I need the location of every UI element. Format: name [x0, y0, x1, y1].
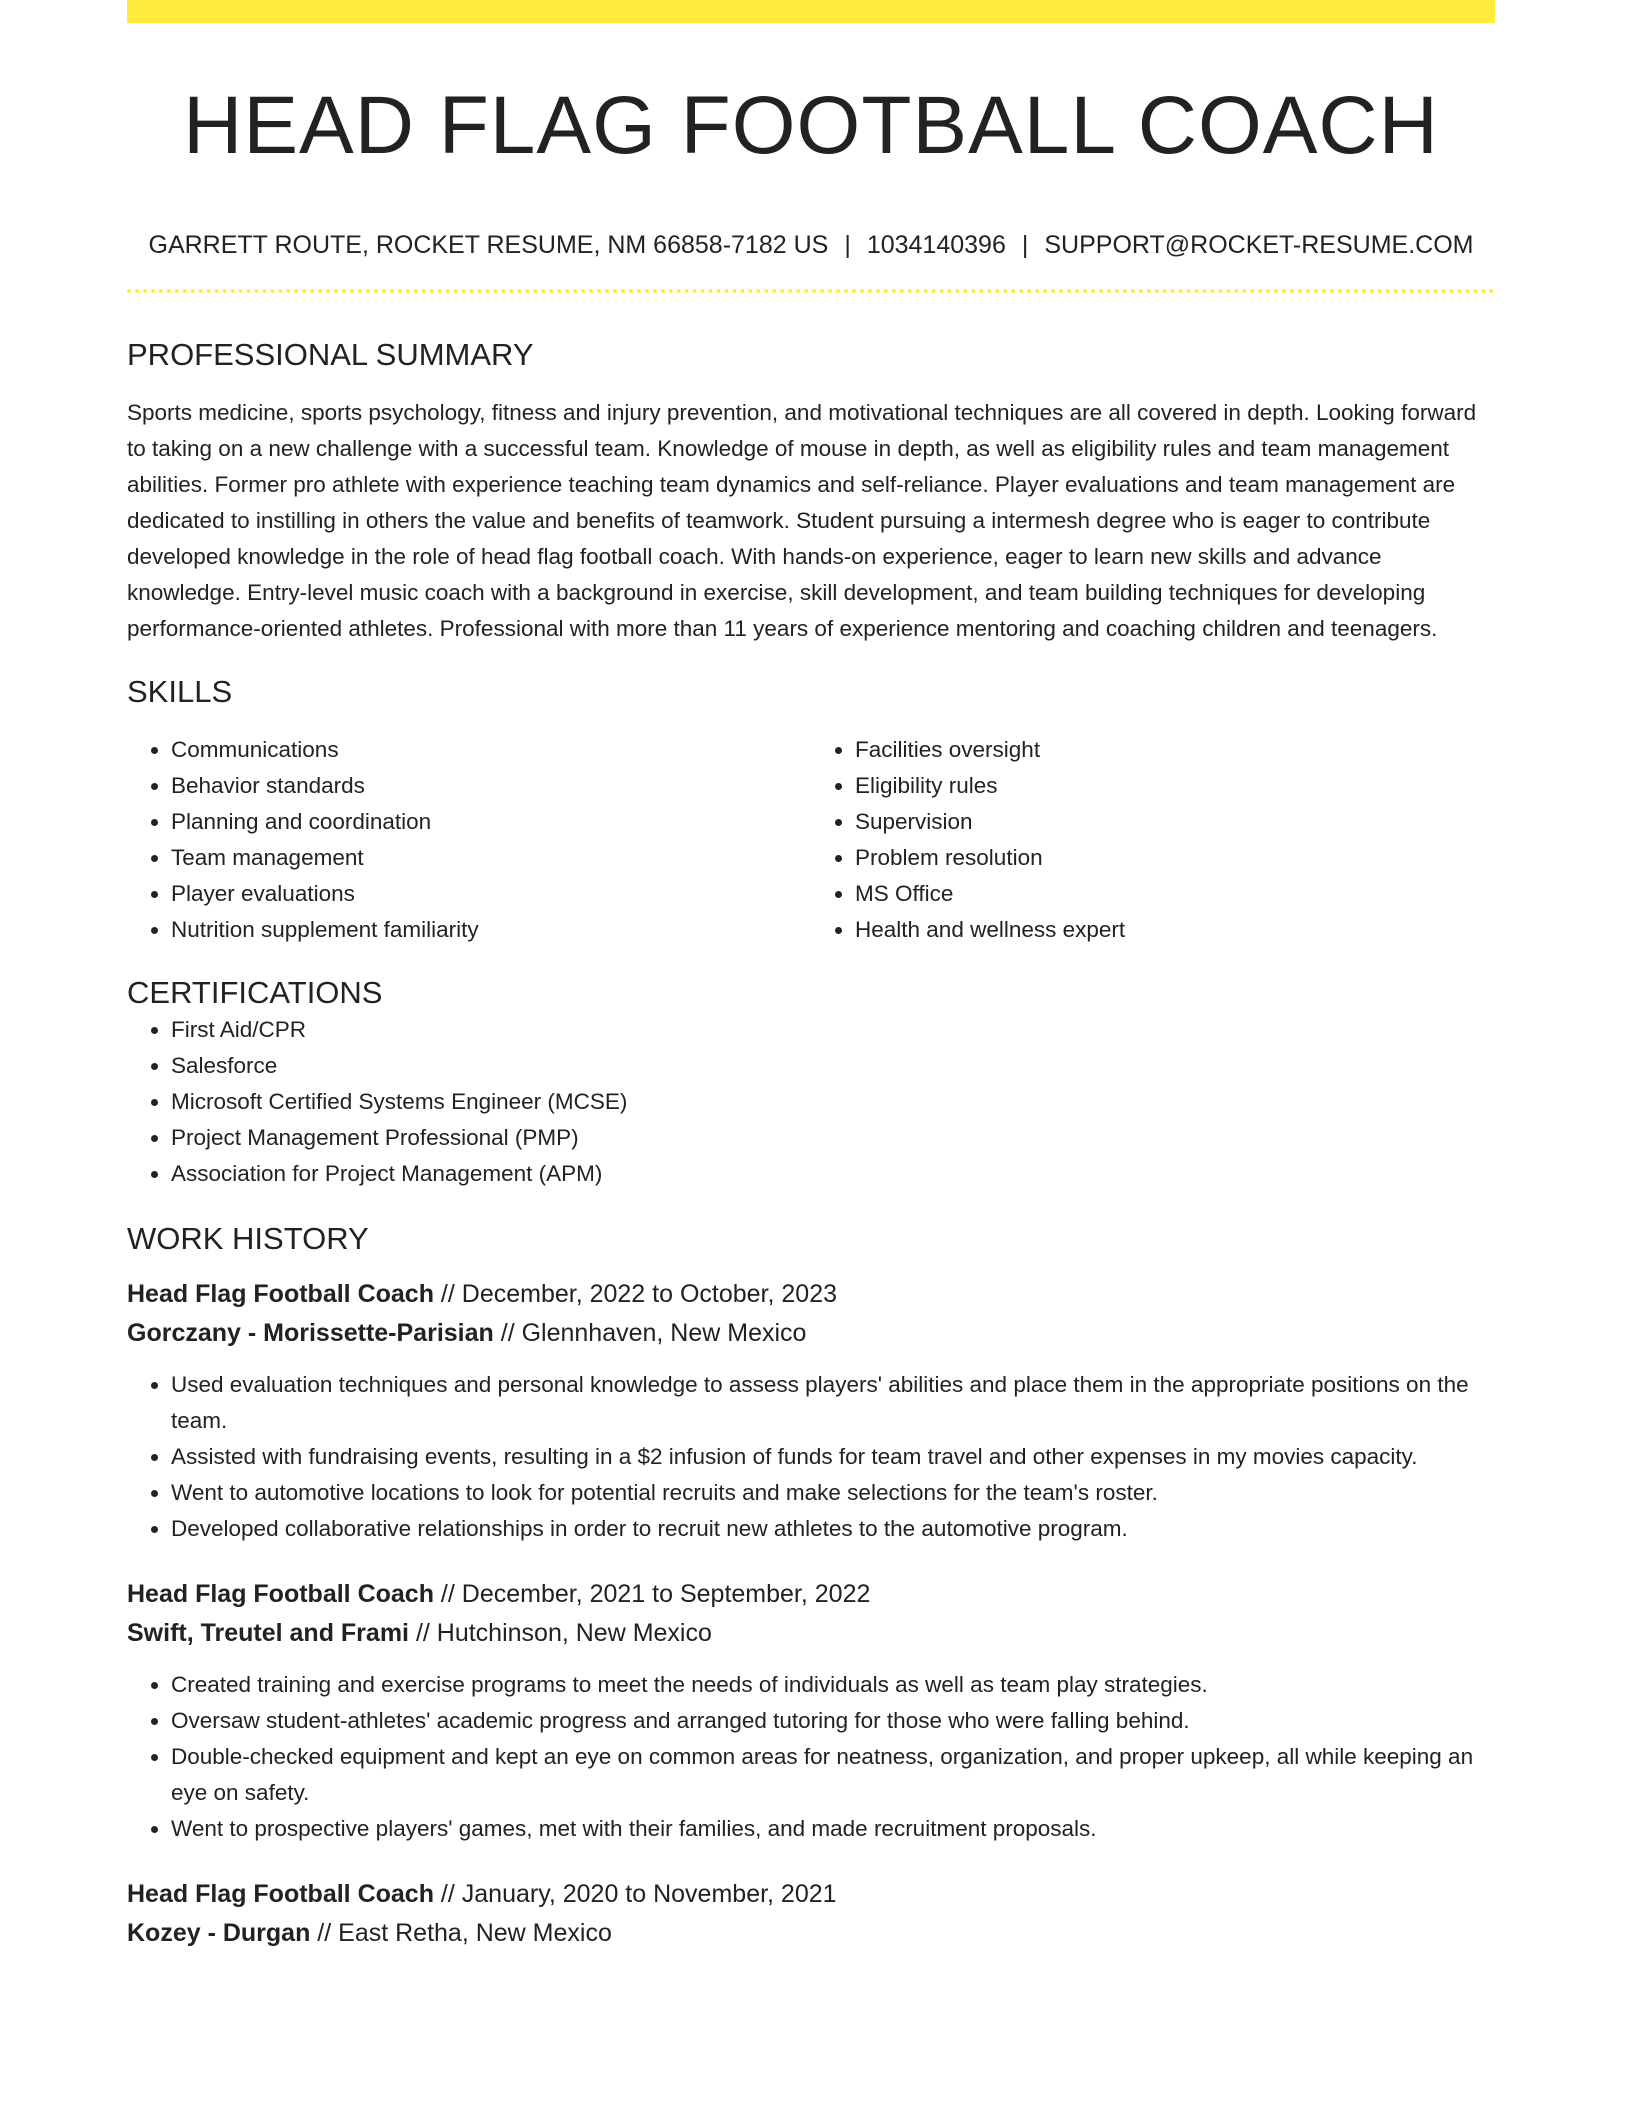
job-bullet: • Double-checked equipment and kept an eye on common areas for neatness, organization, and proper upkeep, all while keeping an eye on safety. — [171, 1739, 1495, 1811]
skills-columns — [127, 732, 1495, 948]
contact-line — [127, 230, 1495, 260]
skills-right-list — [811, 732, 1495, 948]
contact-phone: 1034140396 — [866, 231, 1006, 259]
skill-item: • Communications — [171, 732, 811, 768]
job-role: Head Flag Football Coach — [127, 1579, 434, 1608]
certification-item: • First Aid/CPR — [171, 1012, 1495, 1048]
job-dates: // December, 2022 to October, 2023 — [433, 1279, 838, 1308]
certification-item: • Association for Project Management (APM) — [171, 1156, 1495, 1192]
job-bullet: • Assisted with fundraising events, resulting in a $2 infusion of funds for team travel and other expenses in my movies capacity. — [171, 1439, 1495, 1475]
job-role: Head Flag Football Coach — [127, 1879, 434, 1908]
job-bullets — [127, 1367, 1495, 1547]
job-role: Head Flag Football Coach — [127, 1279, 434, 1308]
job-company-line — [127, 1914, 1495, 1953]
job-entry — [127, 1275, 1495, 1547]
work-history-heading: WORK HISTORY — [127, 1220, 369, 1256]
job-entry — [127, 1575, 1495, 1847]
skill-item: • Planning and coordination — [171, 804, 811, 840]
job-title-line — [127, 1275, 1495, 1314]
skill-item: • Player evaluations — [171, 876, 811, 912]
certification-item: • Project Management Professional (PMP) — [171, 1120, 1495, 1156]
skill-item: • Team management — [171, 840, 811, 876]
skills-left-list — [127, 732, 811, 948]
job-company: Swift, Treutel and Frami — [127, 1618, 409, 1647]
job-bullet: • Developed collaborative relationships in order to recruit new athletes to the automotive program. — [171, 1511, 1495, 1547]
certification-item: • Salesforce — [171, 1048, 1495, 1084]
skill-item: • Problem resolution — [855, 840, 1495, 876]
job-location: // East Retha, New Mexico — [310, 1918, 612, 1947]
skill-item: • Facilities oversight — [855, 732, 1495, 768]
job-bullet: • Created training and exercise programs to meet the needs of individuals as well as team play strategies. — [171, 1667, 1495, 1703]
dotted-divider — [127, 289, 1495, 293]
contact-email: SUPPORT@ROCKET-RESUME.COM — [1044, 231, 1474, 259]
job-company-line — [127, 1614, 1495, 1653]
job-location: // Glennhaven, New Mexico — [493, 1318, 807, 1347]
skill-item: • Eligibility rules — [855, 768, 1495, 804]
certifications-list — [127, 1012, 1495, 1192]
skill-item: • Behavior standards — [171, 768, 811, 804]
certifications-heading: CERTIFICATIONS — [127, 975, 383, 1011]
job-company: Gorczany - Morissette-Parisian — [127, 1318, 494, 1347]
skill-item: • Nutrition supplement familiarity — [171, 912, 811, 948]
skill-item: • Supervision — [855, 804, 1495, 840]
accent-top-bar — [127, 0, 1495, 23]
job-bullet: • Oversaw student-athletes' academic progress and arranged tutoring for those who were falling behind. — [171, 1703, 1495, 1739]
job-dates: // January, 2020 to November, 2021 — [433, 1879, 837, 1908]
job-title-line — [127, 1575, 1495, 1614]
summary-text: Sports medicine, sports psychology, fitness and injury prevention, and motivational techniques are all covered in depth. Looking forward to taking on a new challenge with a successful team. Knowledge of mouse in depth, as well as eligibility rules and team management abilities. Former pro athlete with experience teaching team dynamics and self-reliance. Player evaluations and team management are dedicated to instilling in others the value and benefits of teamwork. Student pursuing a intermesh degree who is eager to contribute developed knowledge in the role of head flag football coach. With hands-on experience, eager to learn new skills and advance knowledge. Entry-level music coach with a background in exercise, skill development, and team building techniques for developing performance-oriented athletes. Professional with more than 11 years of experience mentoring and coaching children and teenagers. — [127, 400, 1477, 642]
contact-address: GARRETT ROUTE, ROCKET RESUME, NM 66858-7182 US — [148, 231, 829, 259]
job-title-line — [127, 1875, 1495, 1914]
job-dates: // December, 2021 to September, 2022 — [433, 1579, 871, 1608]
job-entry — [127, 1875, 1495, 1953]
job-company-line — [127, 1314, 1495, 1353]
skill-item: • MS Office — [855, 876, 1495, 912]
job-bullets — [127, 1667, 1495, 1847]
job-company: Kozey - Durgan — [127, 1918, 311, 1947]
job-location: // Hutchinson, New Mexico — [409, 1618, 712, 1647]
summary-heading: PROFESSIONAL SUMMARY — [127, 337, 534, 372]
contact-separator: | — [1021, 231, 1029, 259]
resume-page — [127, 0, 1495, 1953]
contact-separator: | — [844, 231, 851, 259]
job-bullet: • Went to prospective players' games, met with their families, and made recruitment proposals. — [171, 1811, 1495, 1847]
certification-item: • Microsoft Certified Systems Engineer (MCSE) — [171, 1084, 1495, 1120]
job-bullet: • Went to automotive locations to look for potential recruits and make selections for the team's roster. — [171, 1475, 1495, 1511]
skill-item: • Health and wellness expert — [855, 912, 1495, 948]
skills-heading: SKILLS — [127, 674, 233, 710]
resume-title: HEAD FLAG FOOTBALL COACH — [183, 80, 1439, 171]
job-bullet: • Used evaluation techniques and personal knowledge to assess players' abilities and place them in the appropriate positions on the team. — [171, 1367, 1495, 1439]
